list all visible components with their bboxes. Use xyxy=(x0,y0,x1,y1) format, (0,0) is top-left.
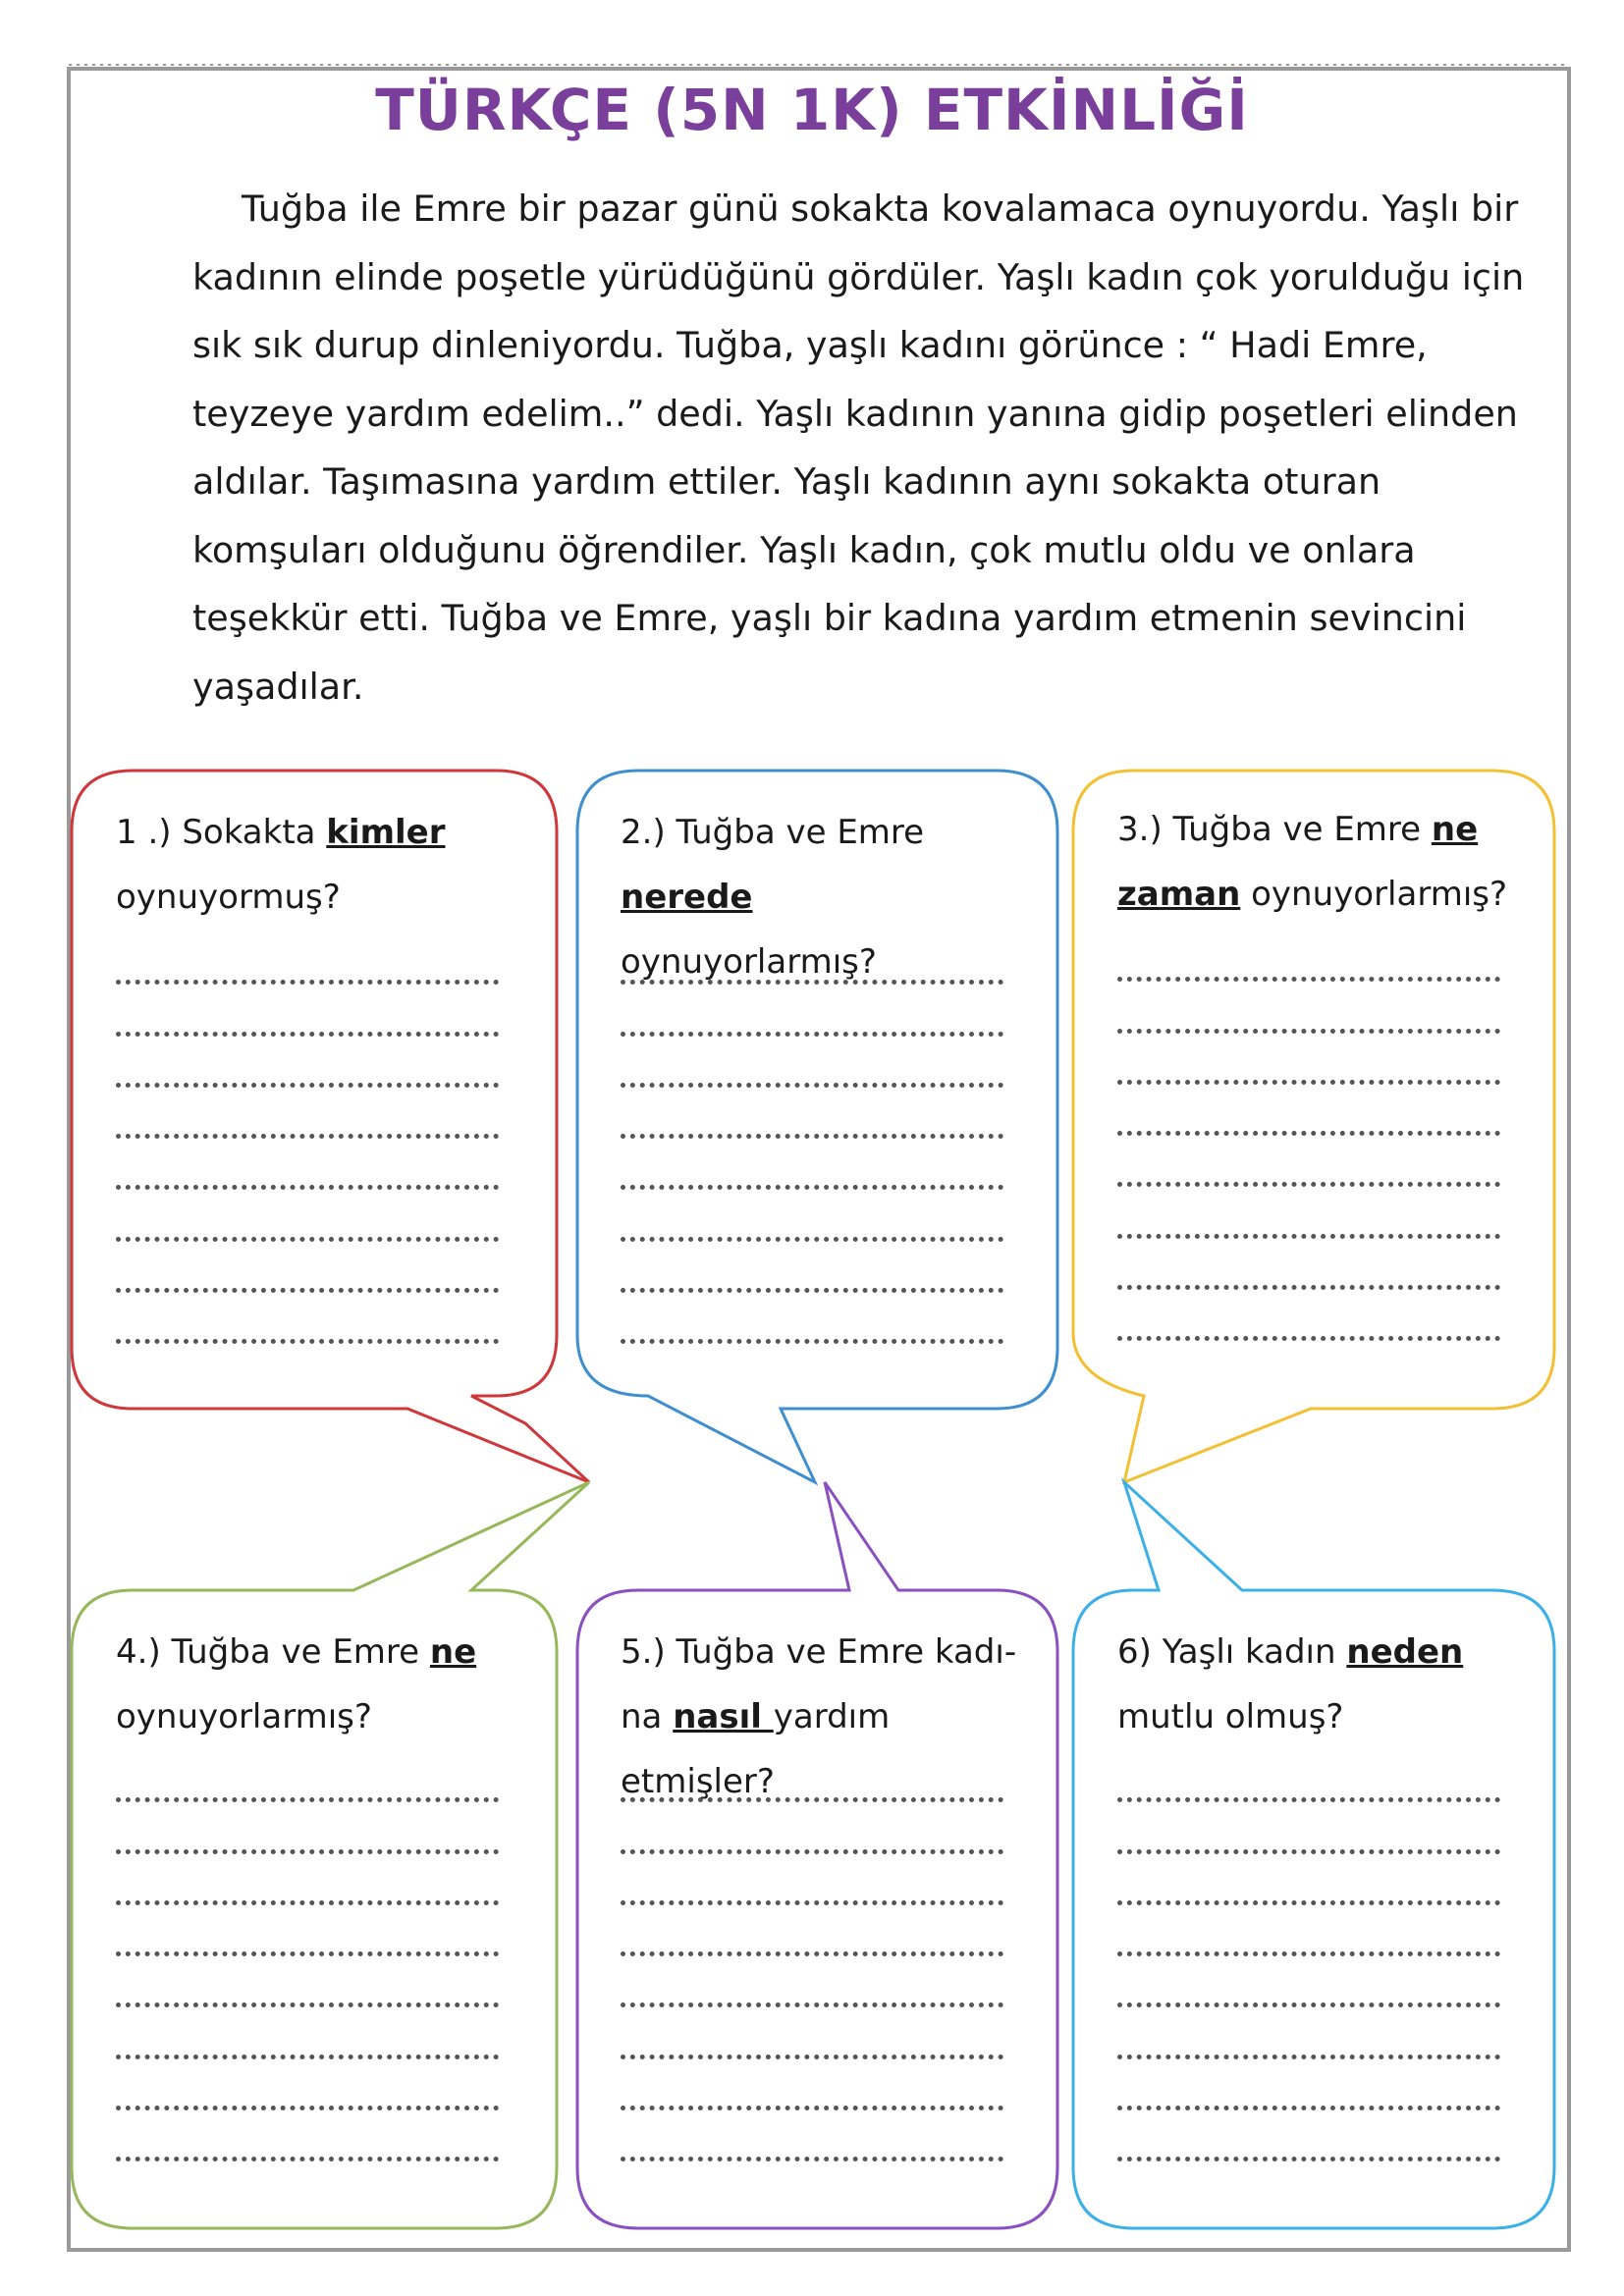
answer-line[interactable] xyxy=(621,2124,1003,2175)
question-4: 4.) Tuğba ve Emre ne oynuyorlarmış? xyxy=(116,1632,477,1736)
answer-line[interactable] xyxy=(1117,1149,1500,1201)
answer-line[interactable] xyxy=(621,1050,1003,1101)
answer-line[interactable] xyxy=(1117,2073,1500,2124)
answer-line[interactable] xyxy=(621,2021,1003,2072)
answer-lines-5[interactable] xyxy=(621,1765,1003,2175)
answer-line[interactable] xyxy=(621,1816,1003,1867)
answer-line[interactable] xyxy=(621,998,1003,1049)
answer-line[interactable] xyxy=(1117,1098,1500,1149)
answer-line[interactable] xyxy=(1117,1253,1500,1304)
page-title: TÜRKÇE (5N 1K) ETKİNLİĞİ xyxy=(375,77,1249,143)
answer-line[interactable] xyxy=(1117,1970,1500,2021)
answer-line[interactable] xyxy=(621,1765,1003,1816)
answer-line[interactable] xyxy=(116,2021,499,2072)
answer-line[interactable] xyxy=(621,1970,1003,2021)
question-6: 6) Yaşlı kadın neden mutlu olmuş? xyxy=(1117,1632,1464,1736)
answer-line[interactable] xyxy=(116,2073,499,2124)
answer-line[interactable] xyxy=(621,1255,1003,1307)
answer-line[interactable] xyxy=(621,1868,1003,1919)
answer-line[interactable] xyxy=(621,1307,1003,1358)
answer-line[interactable] xyxy=(621,1203,1003,1255)
answer-lines-2[interactable] xyxy=(621,947,1003,1358)
answer-line[interactable] xyxy=(1117,1816,1500,1867)
answer-line[interactable] xyxy=(116,1101,499,1152)
answer-line[interactable] xyxy=(116,947,499,998)
answer-line[interactable] xyxy=(116,1307,499,1358)
answer-line[interactable] xyxy=(116,1970,499,2021)
answer-line[interactable] xyxy=(1117,1868,1500,1919)
answer-line[interactable] xyxy=(116,1152,499,1203)
answer-line[interactable] xyxy=(116,1050,499,1101)
answer-line[interactable] xyxy=(621,947,1003,998)
answer-line[interactable] xyxy=(621,1919,1003,1970)
question-2: 2.) Tuğba ve Emre nerede oynuyorlarmış? xyxy=(621,813,925,982)
answer-line[interactable] xyxy=(1117,1919,1500,1970)
question-5: 5.) Tuğba ve Emre kadı- na nasıl yardım etmişler? xyxy=(621,1632,1017,1801)
answer-line[interactable] xyxy=(621,1152,1003,1203)
answer-line[interactable] xyxy=(116,1765,499,1816)
answer-line[interactable] xyxy=(1117,2021,1500,2072)
answer-line[interactable] xyxy=(1117,995,1500,1046)
answer-line[interactable] xyxy=(116,1868,499,1919)
answer-line[interactable] xyxy=(116,2124,499,2175)
question-3: 3.) Tuğba ve Emre ne zaman oynuyorlarmış? xyxy=(1117,810,1508,914)
answer-line[interactable] xyxy=(621,2073,1003,2124)
answer-lines-1[interactable] xyxy=(116,947,499,1358)
answer-line[interactable] xyxy=(1117,1765,1500,1816)
answer-line[interactable] xyxy=(116,1255,499,1307)
answer-line[interactable] xyxy=(116,1919,499,1970)
answer-line[interactable] xyxy=(1117,1047,1500,1098)
answer-line[interactable] xyxy=(116,1816,499,1867)
answer-line[interactable] xyxy=(1117,944,1500,995)
answer-line[interactable] xyxy=(116,1203,499,1255)
question-1: 1 .) Sokakta kimler oynuyormuş? xyxy=(116,813,446,917)
answer-line[interactable] xyxy=(621,1101,1003,1152)
story-text: Tuğba ile Emre bir pazar günü sokakta kovalamaca oynuyordu. Yaşlı bir kadının elinde poşetle yürüdüğünü gördüler. Yaşlı kadın çok yorulduğu için sık sık durup dinleniyordu. Tuğba, yaşlı kadını görünce : “ Hadi Emre, teyzeye yardım edelim..” dedi. Yaşlı kadının yanına gidip poşetleri elinden aldılar. Taşımasına yardım ettiler. Yaşlı kadının aynı sokakta oturan komşuları olduğunu öğrendiler. Yaşlı kadın, çok mutlu oldu ve onlara teşekkür etti. Tuğba ve Emre, yaşlı bir kadına yardım etmenin sevincini yaşadılar. xyxy=(192,187,1525,708)
answer-lines-3[interactable] xyxy=(1117,944,1500,1355)
answer-line[interactable] xyxy=(1117,1201,1500,1252)
answer-line[interactable] xyxy=(116,998,499,1049)
answer-line[interactable] xyxy=(1117,2124,1500,2175)
answer-lines-4[interactable] xyxy=(116,1765,499,2175)
answer-line[interactable] xyxy=(1117,1304,1500,1355)
answer-lines-6[interactable] xyxy=(1117,1765,1500,2175)
